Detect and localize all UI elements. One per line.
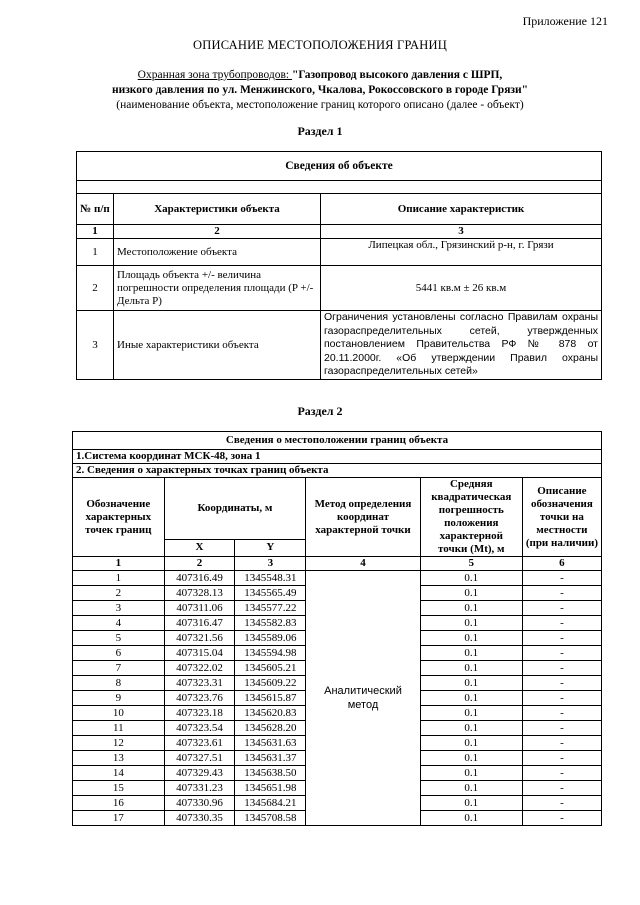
point-description: - [522, 586, 601, 601]
point-description: - [522, 781, 601, 796]
header-error: Средняя квадратическая погрешность положения характерной точки (Mt), м [420, 478, 522, 557]
object-info-table [76, 151, 602, 380]
point-number: 9 [73, 691, 165, 706]
table1-header-row [77, 194, 602, 225]
point-x: 407330.35 [164, 811, 235, 826]
header-x: X [164, 539, 235, 556]
point-error: 0.1 [420, 616, 522, 631]
point-error: 0.1 [420, 586, 522, 601]
table2-colnum: 1 [73, 557, 165, 571]
table1-header-char: Характеристики объекта [114, 194, 321, 225]
section1-title: Раздел 1 [297, 124, 343, 138]
point-error: 0.1 [420, 631, 522, 646]
point-y: 1345594.98 [235, 646, 306, 661]
point-error: 0.1 [420, 766, 522, 781]
table2-colnum: 5 [420, 557, 522, 571]
point-description: - [522, 616, 601, 631]
point-description: - [522, 631, 601, 646]
table1-colnum: 3 [321, 225, 602, 239]
point-number: 8 [73, 676, 165, 691]
point-number: 7 [73, 661, 165, 676]
boundary-points-table [72, 431, 602, 826]
point-x: 407321.56 [164, 631, 235, 646]
point-y: 1345565.49 [235, 586, 306, 601]
point-number: 14 [73, 766, 165, 781]
point-number: 2 [73, 586, 165, 601]
point-y: 1345609.22 [235, 676, 306, 691]
row-number: 1 [77, 239, 114, 266]
point-y: 1345620.83 [235, 706, 306, 721]
point-error: 0.1 [420, 781, 522, 796]
appendix-label: Приложение 121 [522, 14, 608, 28]
point-error: 0.1 [420, 646, 522, 661]
coord-system: 1.Система координат МСК-48, зона 1 [73, 450, 602, 464]
row-number: 3 [77, 311, 114, 380]
section2-title: Раздел 2 [297, 404, 343, 418]
point-number: 17 [73, 811, 165, 826]
point-y: 1345589.06 [235, 631, 306, 646]
table1-colnum: 1 [77, 225, 114, 239]
point-number: 3 [73, 601, 165, 616]
object-prefix: Охранная зона трубопроводов: [137, 69, 293, 81]
table2-colnum: 6 [522, 557, 601, 571]
point-y: 1345548.31 [235, 571, 306, 586]
point-number: 13 [73, 751, 165, 766]
point-y: 1345708.58 [235, 811, 306, 826]
header-coords: Координаты, м [164, 478, 306, 540]
row-characteristic: Иные характеристики объекта [114, 311, 321, 380]
point-error: 0.1 [420, 811, 522, 826]
point-description: - [522, 721, 601, 736]
table1-header-no: № п/п [77, 194, 114, 225]
point-x: 407327.51 [164, 751, 235, 766]
point-description: - [522, 766, 601, 781]
point-y: 1345631.63 [235, 736, 306, 751]
row-description: Липецкая обл., Грязинский р-н, г. Грязи [321, 239, 602, 266]
point-error: 0.1 [420, 601, 522, 616]
point-error: 0.1 [420, 706, 522, 721]
point-number: 4 [73, 616, 165, 631]
point-y: 1345577.22 [235, 601, 306, 616]
object-name-part1: "Газопровод высокого давления с ШРП, [292, 69, 503, 81]
point-description: - [522, 706, 601, 721]
point-description: - [522, 796, 601, 811]
point-error: 0.1 [420, 676, 522, 691]
point-y: 1345605.21 [235, 661, 306, 676]
point-error: 0.1 [420, 721, 522, 736]
table1-title-row [77, 152, 602, 181]
table2-points-title-row [73, 464, 602, 478]
point-y: 1345651.98 [235, 781, 306, 796]
point-number: 10 [73, 706, 165, 721]
point-x: 407323.31 [164, 676, 235, 691]
point-description: - [522, 646, 601, 661]
point-y: 1345628.20 [235, 721, 306, 736]
point-y: 1345638.50 [235, 766, 306, 781]
point-x: 407330.96 [164, 796, 235, 811]
table2-colnum: 3 [235, 557, 306, 571]
table1-title: Сведения об объекте [77, 152, 602, 181]
row-characteristic: Местоположение объекта [114, 239, 321, 266]
table2-title-row [73, 432, 602, 450]
point-number: 16 [73, 796, 165, 811]
table1-header-desc: Описание характеристик [321, 194, 602, 225]
point-y: 1345631.37 [235, 751, 306, 766]
point-x: 407316.47 [164, 616, 235, 631]
row-characteristic: Площадь объекта +/- величина погрешности определения площади (P +/- Дельта P) [114, 266, 321, 311]
point-error: 0.1 [420, 691, 522, 706]
point-number: 5 [73, 631, 165, 646]
header-point: Обозначение характерных точек границ [73, 478, 165, 557]
point-error: 0.1 [420, 796, 522, 811]
point-x: 407329.43 [164, 766, 235, 781]
point-x: 407331.23 [164, 781, 235, 796]
point-error: 0.1 [420, 661, 522, 676]
header-method: Метод определения координат характерной точки [306, 478, 421, 557]
point-x: 407315.04 [164, 646, 235, 661]
point-x: 407323.61 [164, 736, 235, 751]
table2-header-row [73, 478, 602, 540]
point-error: 0.1 [420, 736, 522, 751]
point-description: - [522, 571, 601, 586]
point-y: 1345582.83 [235, 616, 306, 631]
table-row [73, 571, 602, 586]
point-number: 1 [73, 571, 165, 586]
point-y: 1345615.87 [235, 691, 306, 706]
point-x: 407323.18 [164, 706, 235, 721]
object-name-line2 [60, 83, 580, 98]
point-x: 407322.02 [164, 661, 235, 676]
table2-colnum-row [73, 557, 602, 571]
table1-row [77, 266, 602, 311]
row-number: 2 [77, 266, 114, 311]
table1-blank-cell [77, 181, 602, 194]
points-body [73, 571, 602, 826]
point-y: 1345684.21 [235, 796, 306, 811]
point-description: - [522, 691, 601, 706]
point-x: 407328.13 [164, 586, 235, 601]
method-cell: Аналитический метод [306, 571, 421, 826]
point-number: 12 [73, 736, 165, 751]
object-name-part2: низкого давления по ул. Менжинского, Чкалова, Рокоссовского в городе Грязи" [111, 84, 529, 96]
table2-title: Сведения о местоположении границ объекта [73, 432, 602, 450]
point-x: 407323.76 [164, 691, 235, 706]
point-description: - [522, 751, 601, 766]
point-error: 0.1 [420, 571, 522, 586]
table1-colnum-row [77, 225, 602, 239]
table1-row [77, 311, 602, 380]
point-number: 6 [73, 646, 165, 661]
document-title: ОПИСАНИЕ МЕСТОПОЛОЖЕНИЯ ГРАНИЦ [193, 38, 447, 52]
point-error: 0.1 [420, 751, 522, 766]
table2-colnum: 2 [164, 557, 235, 571]
row-description: 5441 кв.м ± 26 кв.м [321, 266, 602, 311]
point-description: - [522, 601, 601, 616]
point-number: 11 [73, 721, 165, 736]
table1-colnum: 2 [114, 225, 321, 239]
table2-coord-system-row [73, 450, 602, 464]
object-description [60, 68, 580, 113]
header-y: Y [235, 539, 306, 556]
point-x: 407316.49 [164, 571, 235, 586]
points-section-title: 2. Сведения о характерных точках границ объекта [73, 464, 602, 478]
point-description: - [522, 661, 601, 676]
header-description: Описание обозначения точки на местности (при наличии) [522, 478, 601, 557]
object-note: (наименование объекта, местоположение границ которого описано (далее - объект) [116, 99, 524, 111]
point-description: - [522, 676, 601, 691]
point-description: - [522, 736, 601, 751]
point-description: - [522, 811, 601, 826]
point-x: 407311.06 [164, 601, 235, 616]
object-name-line1 [60, 68, 580, 83]
table1-blank-row [77, 181, 602, 194]
point-x: 407323.54 [164, 721, 235, 736]
point-number: 15 [73, 781, 165, 796]
table1-row [77, 239, 602, 266]
table2-colnum: 4 [306, 557, 421, 571]
row-description: Ограничения установлены согласно Правилам охраны газораспределительных сетей, утвержденных постановлением Правительства РФ № 878 от 20.11.2000г. «Об утверждении Правил охраны газораспределительных сетей» [321, 311, 602, 380]
